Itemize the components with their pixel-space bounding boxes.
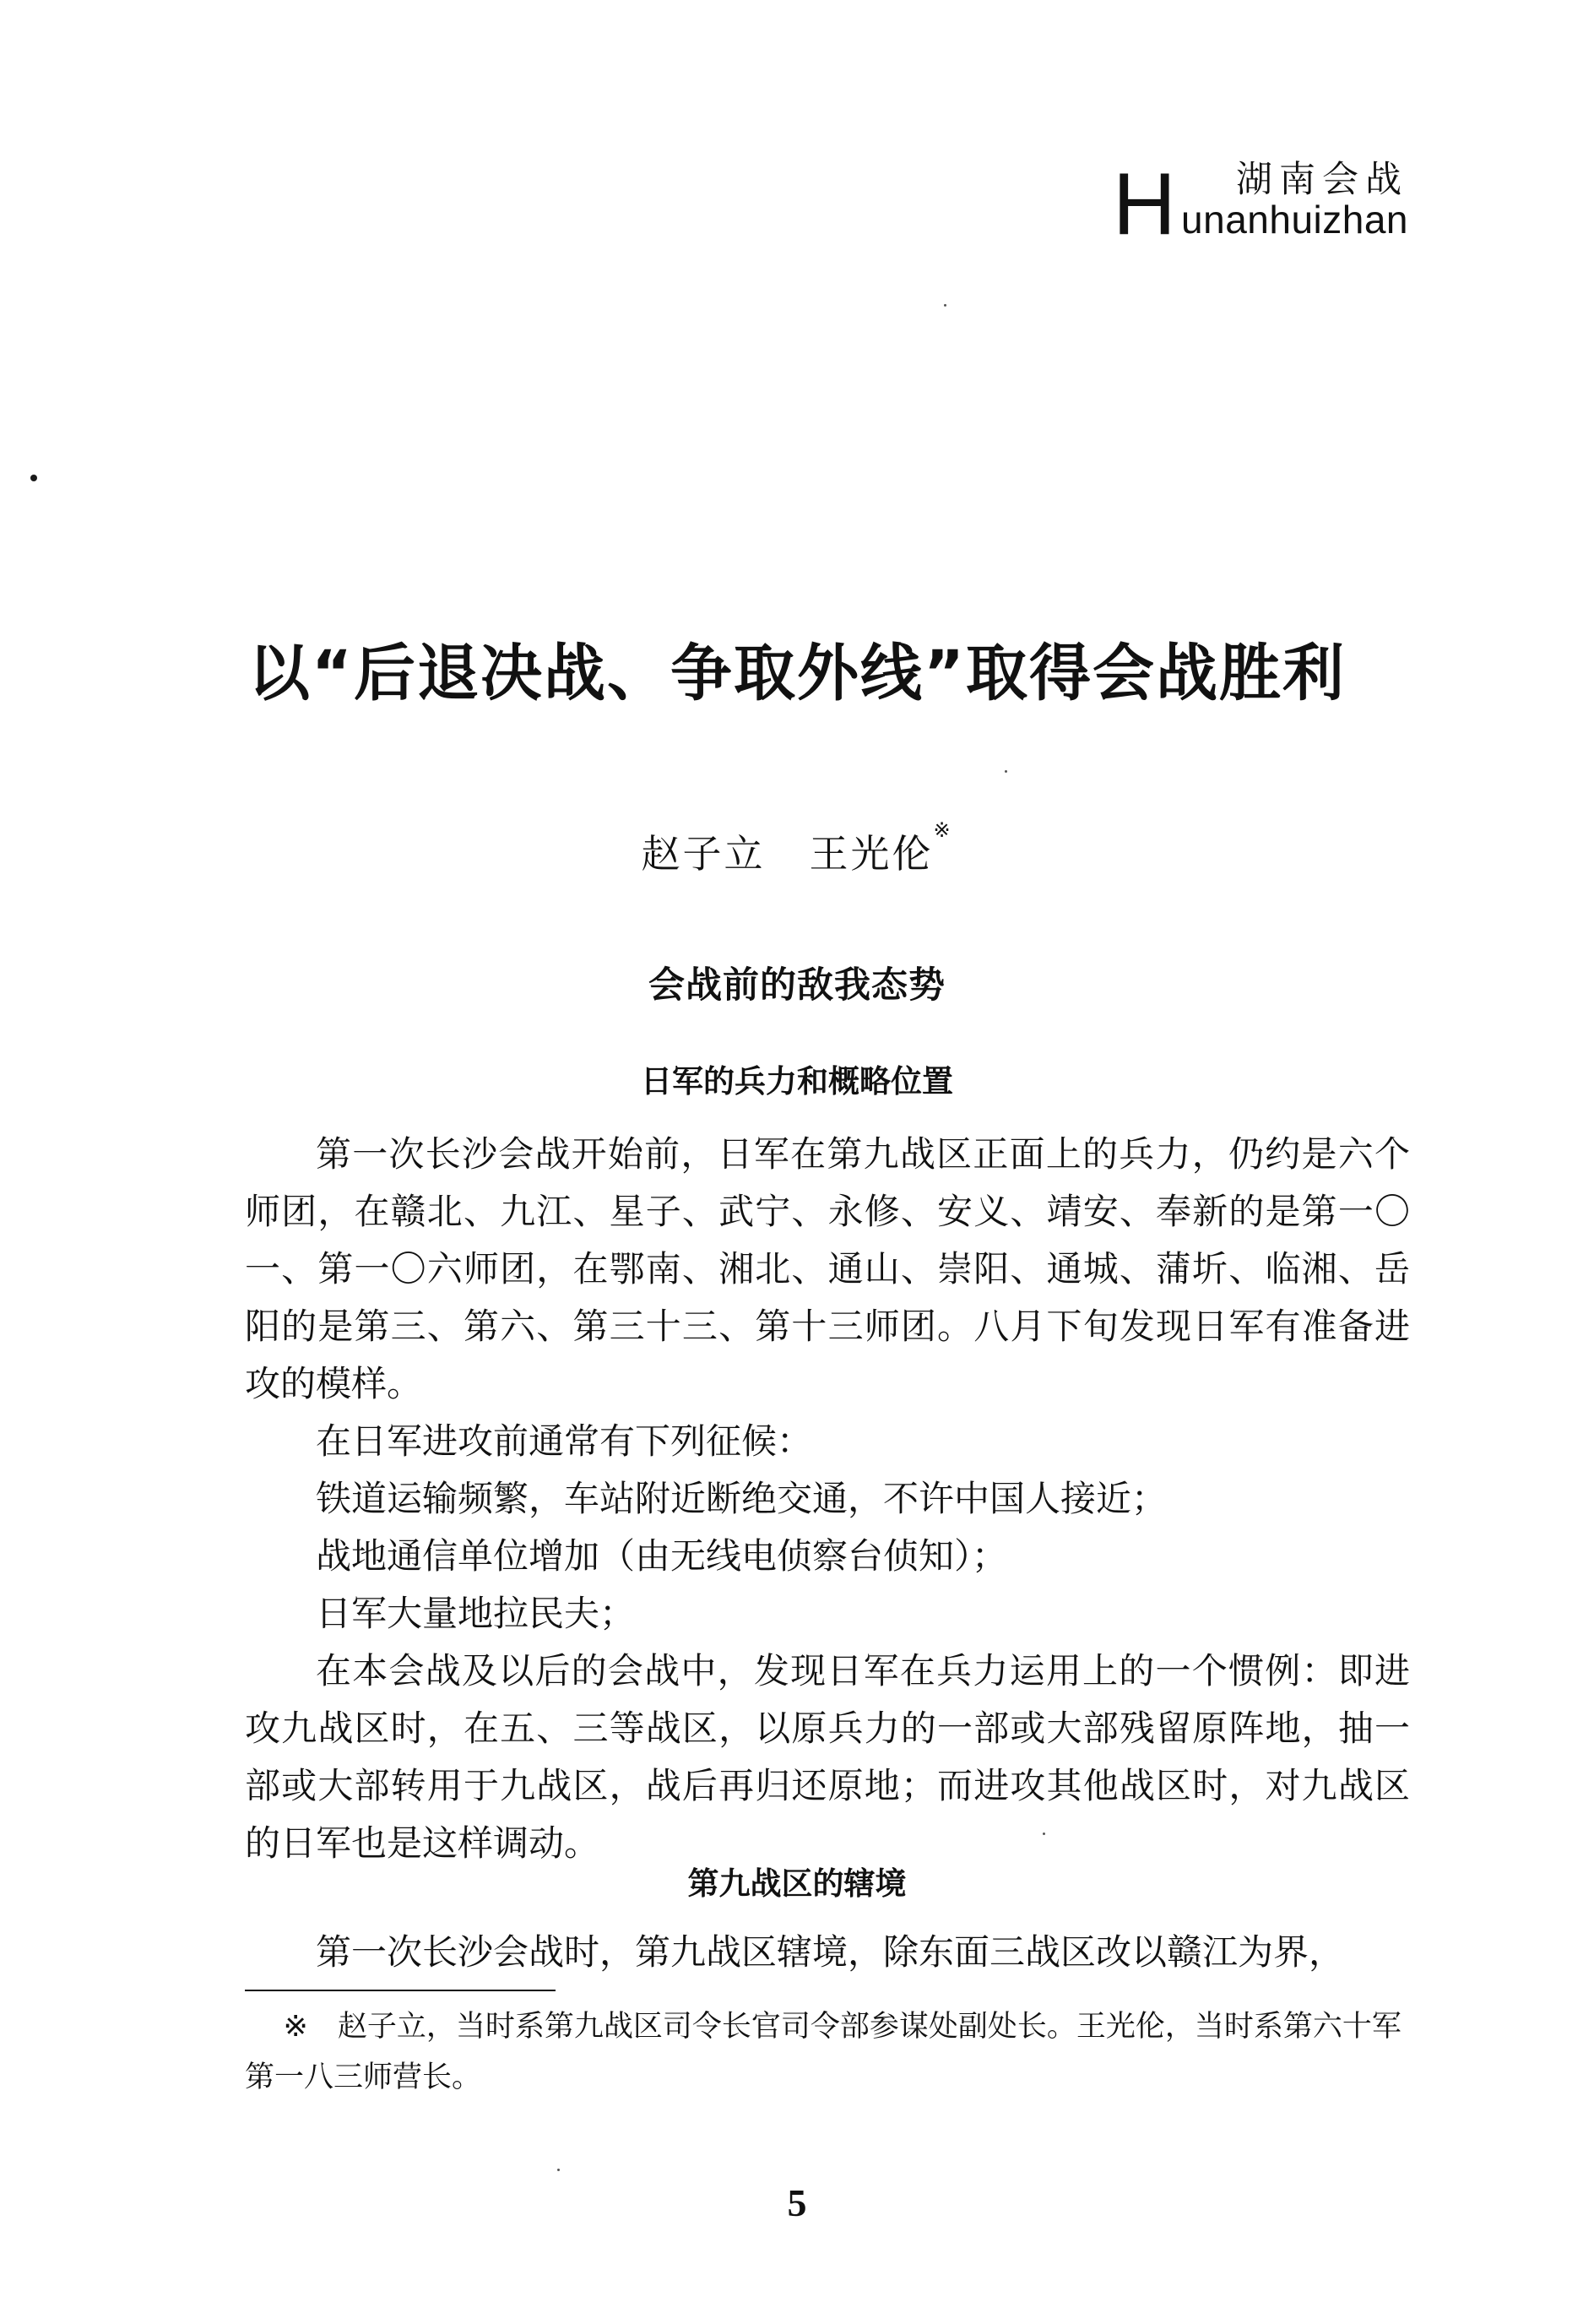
- running-header: [1112, 155, 1408, 254]
- scan-speck: [557, 2169, 560, 2171]
- subsection-heading: 第九战区的辖境: [687, 1865, 907, 1902]
- footnote-text: ※ 赵子立，当时系第九战区司令长官司令部参谋处副处长。王光伦，当时系第六十军第一八三师营长。: [245, 2010, 1402, 2094]
- subsection-body: [245, 1924, 1410, 1981]
- page-number: 5: [787, 2181, 807, 2224]
- author-second: 王光伦: [809, 831, 934, 877]
- running-header-chinese: 湖南会战: [1236, 159, 1408, 201]
- section-heading: 会战前的敌我态势: [648, 964, 946, 1007]
- paragraph: 铁道运输频繁，车站附近断绝交通，不许中国人接近；: [316, 1478, 1168, 1519]
- footnote-rule: [245, 1990, 556, 1991]
- running-header-pinyin: unanhuizhan: [1181, 198, 1408, 242]
- author-first: 赵子立: [641, 831, 766, 877]
- paragraph: 在日军进攻前通常有下列征候：: [316, 1420, 813, 1462]
- scan-dot: [30, 475, 37, 481]
- paragraph: 在本会战及以后的会战中，发现日军在兵力运用上的一个惯例：即进攻九战区时，在五、三等战区，以原兵力的一部或大部残留原阵地，抽一部或大部转用于九战区，战后再归还原地；而进攻其他战区时，对九战区的日军也是这样调动。: [245, 1650, 1410, 1864]
- paragraph: 第一次长沙会战时，第九战区辖境，除东面三战区改以赣江为界，: [316, 1931, 1345, 1973]
- subsection-body: [245, 1126, 1410, 1872]
- article-title: 以“后退决战、争取外线”取得会战胜利: [248, 638, 1346, 709]
- subsection-heading: 日军的兵力和概略位置: [641, 1063, 953, 1100]
- author-note-mark: ※: [933, 818, 953, 842]
- running-header-text: [1181, 159, 1408, 242]
- running-header-initial: H: [1112, 155, 1177, 254]
- paragraph: 战地通信单位增加（由无线电侦察台侦知）；: [316, 1535, 1008, 1577]
- author-line: [0, 818, 1594, 879]
- paragraph: 日军大量地拉民夫；: [316, 1593, 636, 1634]
- scan-speck: [1005, 770, 1007, 773]
- paragraph: 第一次长沙会战开始前，日军在第九战区正面上的兵力，仍约是六个师团，在赣北、九江、星子、武宁、永修、安义、靖安、奉新的是第一〇一、第一〇六师团，在鄂南、湘北、通山、崇阳、通城、蒲圻、临湘、岳阳的是第三、第六、第三十三、第十三师团。八月下旬发现日军有准备进攻的模样。: [245, 1133, 1410, 1404]
- footnote: [245, 2001, 1410, 2103]
- scan-speck: [944, 304, 946, 307]
